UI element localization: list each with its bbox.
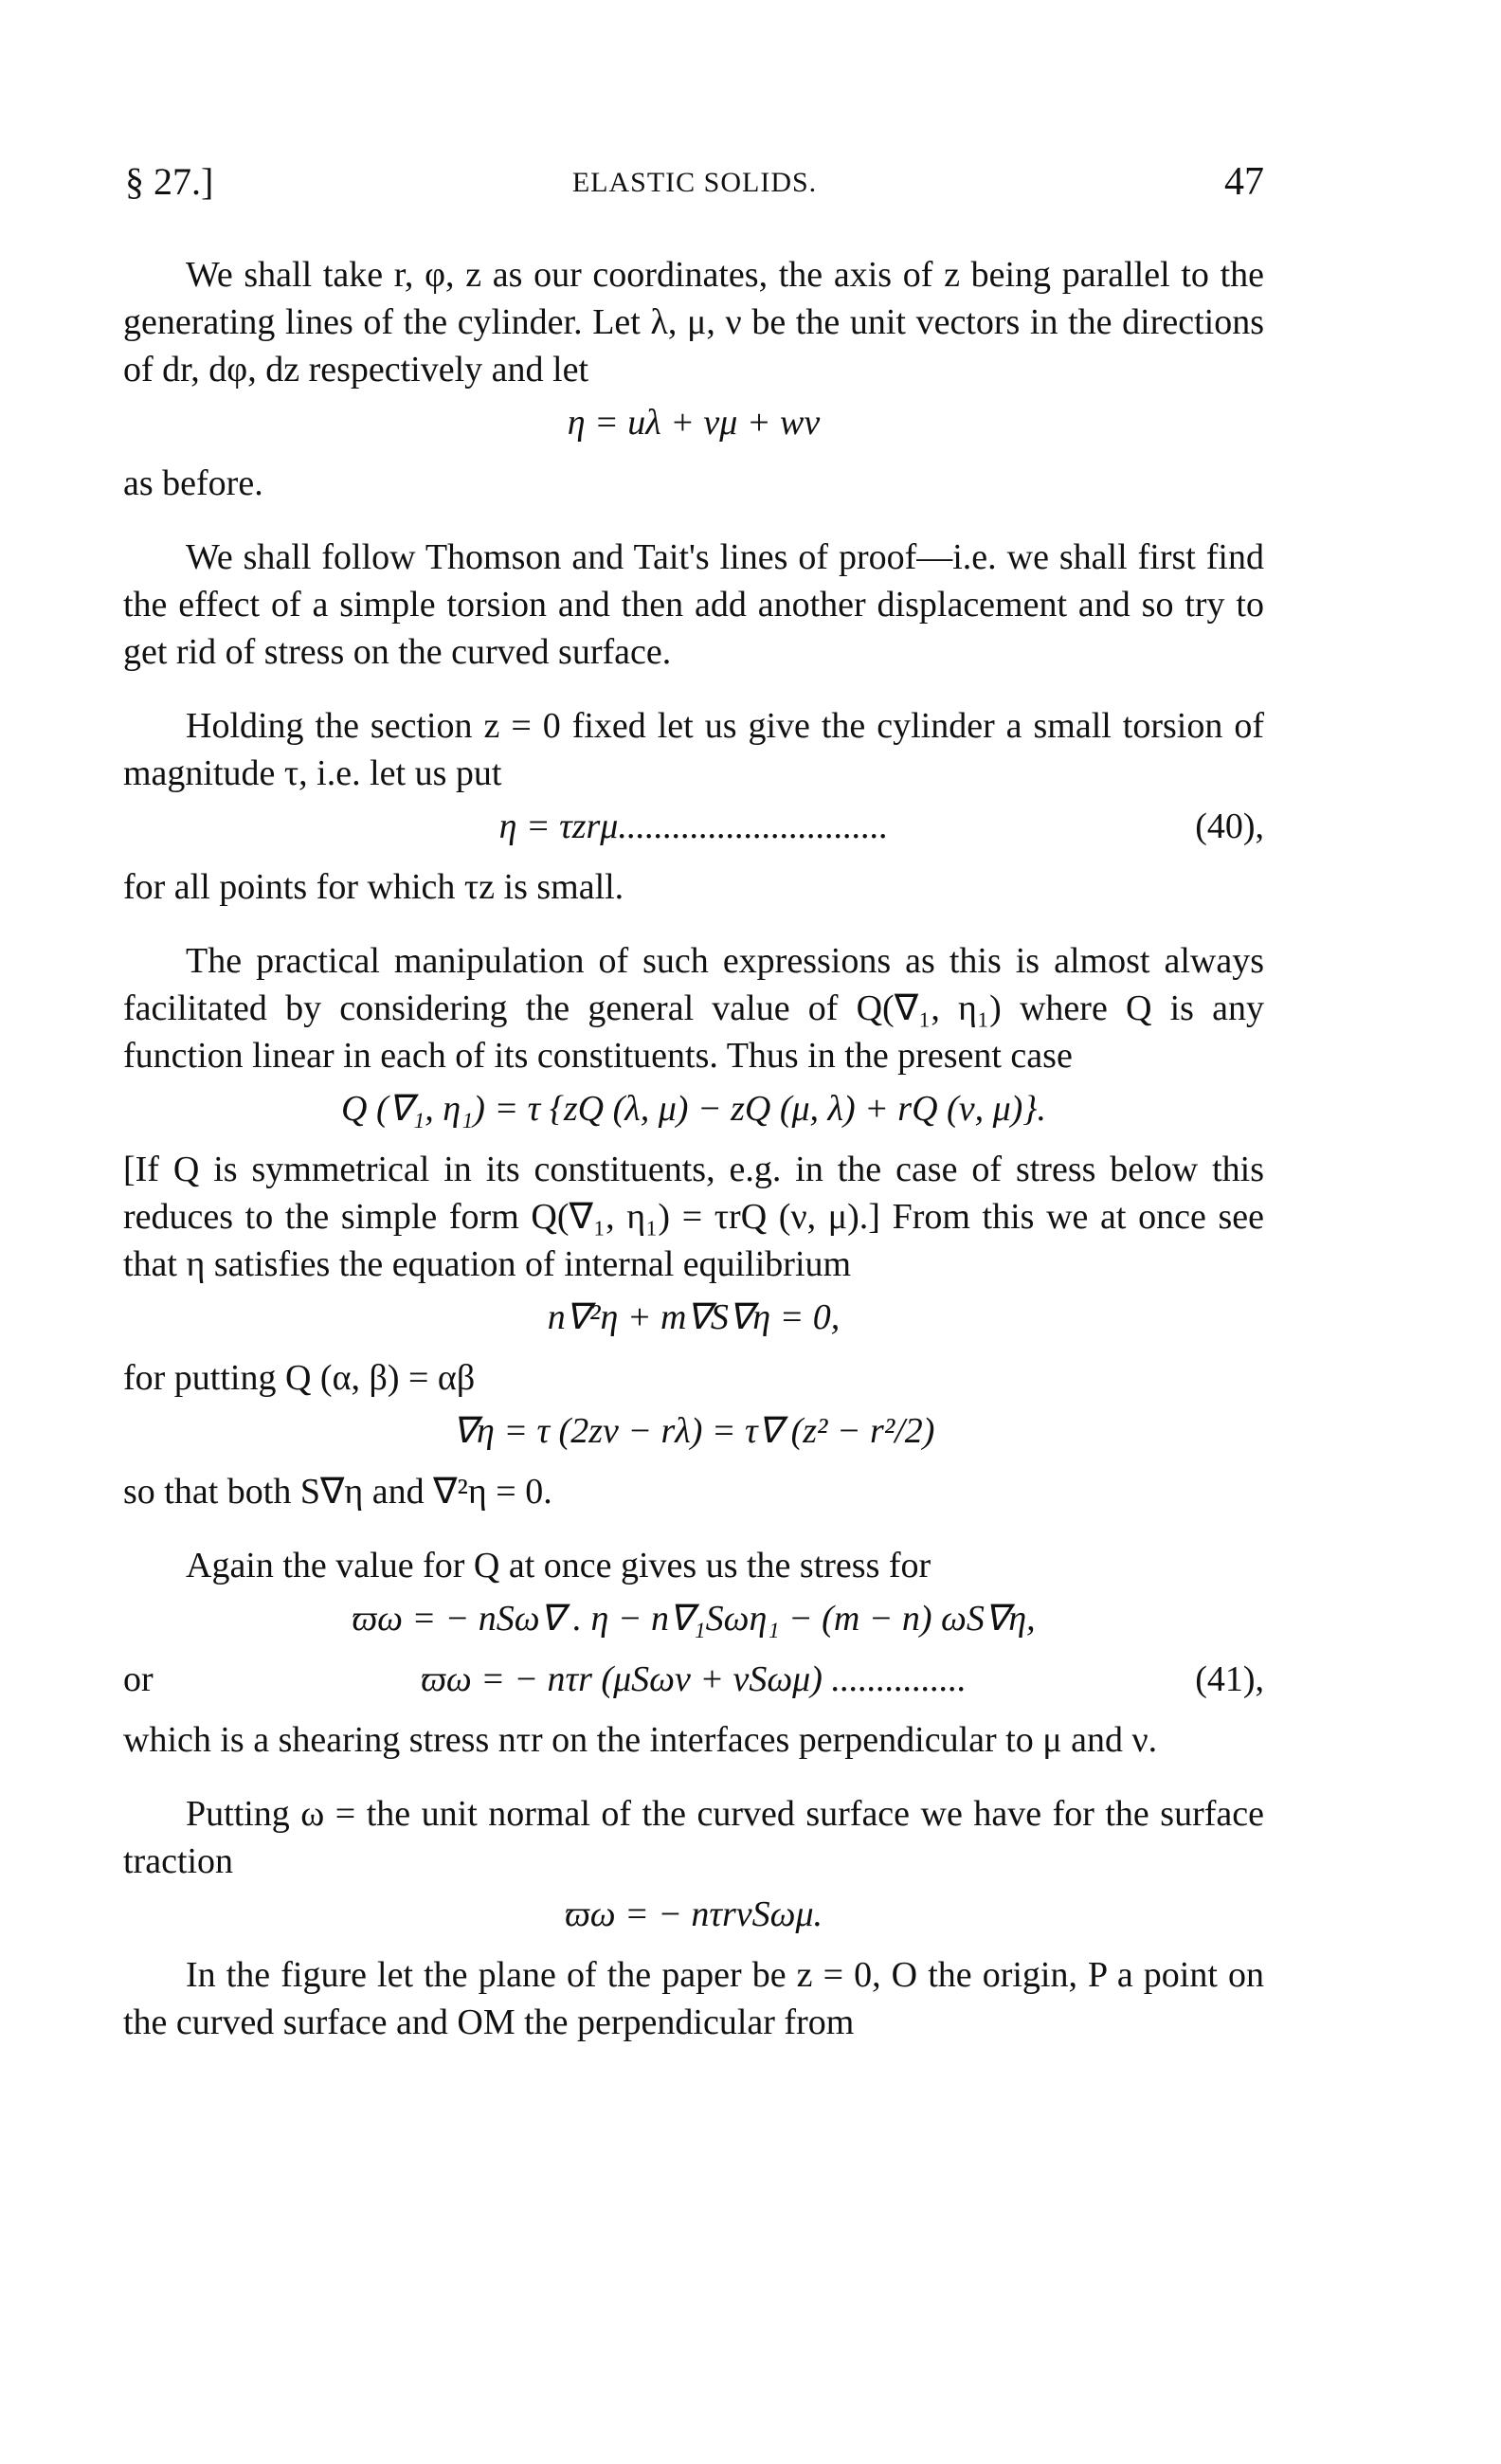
paragraph-for-putting: for putting Q (α, β) = αβ: [123, 1358, 476, 1398]
page-number: 47: [1224, 160, 1264, 204]
equation-40: [123, 803, 1264, 856]
equation-text: ϖω = − nτr (μSων + νSωμ) ...............: [421, 1659, 967, 1699]
equation-q-general: [123, 1085, 1264, 1138]
paragraph-unit-normal: Putting ω = the unit normal of the curved surface we have for the surface traction: [123, 1794, 1264, 1881]
equation-number: (41),: [1195, 1659, 1264, 1699]
equation-eta-components: [123, 399, 1264, 452]
equation-text: ϖω = − nSω∇ . η − n∇₁Sωη₁ − (m − n) ωS∇η,: [352, 1599, 1036, 1639]
equation-grad-eta: [123, 1407, 1264, 1460]
paragraph-coordinates: We shall take r, φ, z as our coordinates, the axis of z being parallel to the generating lines of the cylinder. Let λ, μ, ν be the unit vectors in the directions of dr, dφ, dz respectively and let: [123, 255, 1264, 390]
equation-surface-traction: [123, 1891, 1264, 1944]
paragraph-figure: In the figure let the plane of the paper be z = 0, O the origin, P a point on the curved surface and OM the perpendicular from: [123, 1955, 1264, 2042]
equation-number: (40),: [1195, 806, 1264, 846]
paragraph-practical-manipulation: The practical manipulation of such expressions as this is almost always facilitated by considering the general value of Q(∇₁, η₁) where Q is any function linear in each of its constituents. Thus in the present case: [123, 941, 1264, 1076]
or-label: or: [123, 1659, 154, 1699]
equation-text: n∇²η + m∇S∇η = 0,: [547, 1297, 841, 1337]
paragraph-thomson-tait: We shall follow Thomson and Tait's lines of proof—i.e. we shall first find the effect of a simple torsion and then add another displacement and so try to get rid of stress on the curved surface.: [123, 537, 1264, 672]
equation-text: η = τzrμ..............................: [498, 806, 889, 846]
equation-stress: [123, 1595, 1264, 1648]
paragraph-as-before: as before.: [123, 463, 263, 503]
paragraph-stress-value: Again the value for Q at once gives us the stress for: [186, 1546, 931, 1585]
page-body: [123, 251, 1264, 2073]
section-marker: § 27.]: [125, 160, 214, 203]
paragraph-torsion: Holding the section z = 0 fixed let us give the cylinder a small torsion of magnitude τ, i.e. let us put: [123, 706, 1264, 793]
running-header: [125, 159, 1264, 207]
equation-text: η = uλ + vμ + wν: [567, 403, 821, 443]
equation-text: ∇η = τ (2zν − rλ) = τ∇ (z² − r²/2): [452, 1411, 935, 1451]
paragraph-so-that: so that both S∇η and ∇²η = 0.: [123, 1472, 552, 1512]
paragraph-small-torsion: for all points for which τz is small.: [123, 867, 624, 907]
paragraph-shearing-stress: which is a shearing stress nτr on the interfaces perpendicular to μ and ν.: [123, 1720, 1158, 1760]
running-title: ELASTIC SOLIDS.: [571, 167, 818, 198]
equation-text: ϖω = − nτrνSωμ.: [564, 1894, 823, 1934]
equation-41: [123, 1656, 1264, 1709]
paragraph-symmetrical: [If Q is symmetrical in its constituents, e.g. in the case of stress below this reduces to the simple form Q(∇₁, η₁) = τrQ (ν, μ).] From this we at once see that η satisfies the equation of internal equilibrium: [123, 1150, 1264, 1284]
equation-text: Q (∇₁, η₁) = τ {zQ (λ, μ) − zQ (μ, λ) + rQ (ν, μ)}.: [341, 1089, 1046, 1129]
equation-equilibrium: [123, 1294, 1264, 1347]
